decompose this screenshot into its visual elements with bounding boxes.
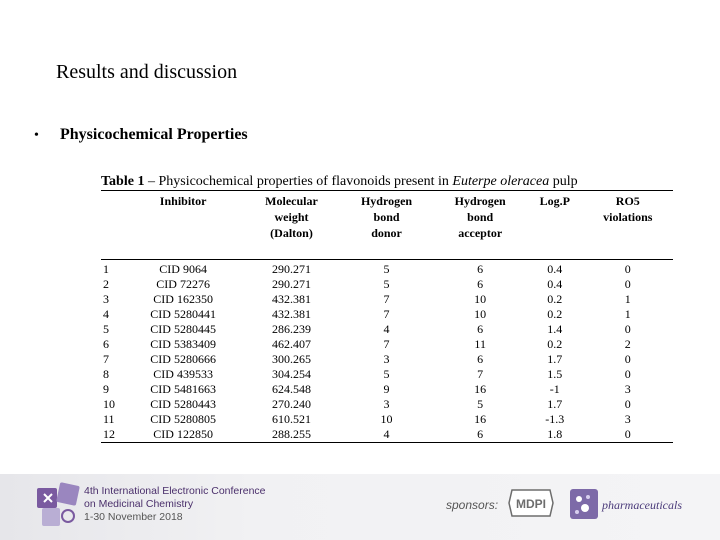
table-cell-ro5-violations: 1 — [624, 291, 631, 306]
properties-table-figure — [101, 174, 673, 443]
table-cell-index: 6 — [103, 336, 109, 351]
table-cell-molecular-weight: 290.271 — [272, 261, 311, 276]
table-cell-index: 11 — [103, 411, 115, 426]
table-cell-hbond-acceptor: 10 — [474, 306, 487, 321]
table-cell-molecular-weight: 286.239 — [272, 321, 311, 336]
pharmaceuticals-logo-text: pharmaceuticals — [602, 498, 682, 512]
table-row — [101, 307, 673, 322]
table-cell-hbond-donor: 7 — [383, 336, 390, 351]
table-cell-hbond-donor: 5 — [383, 261, 390, 276]
table-cell-hbond-donor: 9 — [383, 381, 390, 396]
conference-logo-icon — [36, 482, 80, 528]
table-cell-logp: 0.4 — [547, 276, 563, 291]
header-line: acceptor — [458, 226, 503, 240]
table-cell-ro5-violations: 0 — [624, 351, 631, 366]
table-row — [101, 412, 673, 427]
table-row — [101, 292, 673, 307]
table-cell-molecular-weight: 624.548 — [272, 381, 311, 396]
table-cell-ro5-violations: 0 — [624, 261, 631, 276]
header-line: Inhibitor — [159, 194, 207, 208]
table-cell-hbond-acceptor: 6 — [477, 321, 484, 336]
header-line: weight — [274, 210, 309, 224]
table-row — [101, 337, 673, 352]
table-cell-hbond-donor: 4 — [383, 321, 390, 336]
header-line: bond — [373, 210, 400, 224]
table-caption-text: – Physicochemical properties of flavonoids present in — [144, 174, 453, 189]
table-cell-index: 3 — [103, 291, 109, 306]
table-cell-molecular-weight: 270.240 — [272, 396, 311, 411]
table-cell-inhibitor: CID 5280445 — [150, 321, 216, 336]
header-line: (Dalton) — [270, 226, 313, 240]
table-cell-index: 7 — [103, 351, 109, 366]
bullet-text: Physicochemical Properties — [60, 126, 248, 143]
table-cell-logp: 1.7 — [547, 351, 563, 366]
header-line: Hydrogen — [454, 194, 506, 208]
table-cell-hbond-acceptor: 16 — [474, 381, 487, 396]
table-cell-index: 2 — [103, 276, 109, 291]
table-cell-hbond-acceptor: 6 — [433, 427, 527, 443]
conference-line-2: on Medicinal Chemistry — [84, 498, 194, 510]
table-cell-inhibitor: CID 5280805 — [150, 411, 216, 426]
table-cell-ro5-violations: 0 — [624, 366, 631, 381]
table-cell-hbond-donor: 4 — [340, 427, 434, 443]
table-header-molecular-weight — [243, 191, 339, 259]
table-cell-hbond-acceptor: 10 — [474, 291, 487, 306]
table-caption-label: Table 1 — [101, 174, 145, 189]
table-cell-hbond-acceptor: 5 — [477, 396, 484, 411]
table-cell-ro5-violations: 3 — [624, 411, 631, 426]
table-body — [101, 259, 673, 442]
sponsors-label: sponsors: — [446, 498, 499, 512]
table-row — [101, 259, 673, 277]
table-cell-index: 10 — [103, 396, 115, 411]
table-cell-inhibitor: CID 162350 — [153, 291, 213, 306]
table-cell-hbond-donor: 5 — [383, 366, 390, 381]
table-cell-inhibitor: CID 5280666 — [150, 351, 216, 366]
table-header-ro5-violations — [583, 191, 673, 259]
table-cell-molecular-weight: 432.381 — [272, 306, 311, 321]
table-cell-logp: 1.7 — [547, 396, 563, 411]
table-cell-index: 5 — [103, 321, 109, 336]
table-cell-ro5-violations: 2 — [624, 336, 631, 351]
table-row — [101, 352, 673, 367]
table-cell-inhibitor: CID 5383409 — [150, 336, 216, 351]
table-cell-hbond-acceptor: 16 — [474, 411, 487, 426]
bullet-icon: • — [34, 128, 39, 143]
table-cell-hbond-donor: 7 — [383, 291, 390, 306]
table-cell-logp: -1 — [549, 381, 560, 396]
header-line: RO5 — [615, 194, 640, 208]
table-cell-index: 12 — [101, 427, 123, 443]
table-cell-logp: 1.8 — [527, 427, 583, 443]
table-cell-hbond-donor: 7 — [383, 306, 390, 321]
table-cell-hbond-acceptor: 6 — [477, 351, 484, 366]
table-cell-inhibitor: CID 122850 — [123, 427, 243, 443]
table-cell-inhibitor: CID 5280443 — [150, 396, 216, 411]
table-caption-tail: pulp — [549, 174, 578, 189]
table-header — [101, 191, 673, 259]
table-cell-index: 4 — [103, 306, 109, 321]
table-row — [101, 382, 673, 397]
table-row — [101, 397, 673, 412]
table-cell-hbond-acceptor: 6 — [477, 261, 484, 276]
table-cell-molecular-weight: 462.407 — [272, 336, 311, 351]
table-cell-molecular-weight: 610.521 — [272, 411, 311, 426]
conference-footer — [0, 474, 720, 540]
table-cell-logp: 0.2 — [547, 291, 563, 306]
physicochemical-table — [101, 191, 673, 443]
header-line: bond — [467, 210, 494, 224]
mdpi-logo-text: MDPI — [516, 497, 546, 511]
table-caption — [101, 174, 673, 190]
header-line: Hydrogen — [360, 194, 413, 208]
table-cell-hbond-donor: 5 — [383, 276, 390, 291]
table-cell-ro5-violations: 3 — [624, 381, 631, 396]
table-cell-hbond-donor: 3 — [383, 351, 390, 366]
header-line: Molecular — [265, 194, 318, 208]
table-cell-ro5-violations: 0 — [583, 427, 673, 443]
table-cell-index: 1 — [103, 261, 109, 276]
table-cell-hbond-acceptor: 11 — [474, 336, 486, 351]
table-cell-logp: 1.4 — [547, 321, 563, 336]
table-caption-species: Euterpe oleracea — [452, 174, 550, 189]
conference-title — [84, 485, 266, 524]
table-cell-molecular-weight: 300.265 — [272, 351, 311, 366]
table-cell-molecular-weight: 290.271 — [272, 276, 311, 291]
table-row — [101, 322, 673, 337]
header-line: violations — [603, 210, 653, 224]
table-header-index — [101, 191, 123, 259]
table-cell-logp: 0.2 — [547, 306, 563, 321]
table-cell-hbond-acceptor: 7 — [477, 366, 484, 381]
table-row — [101, 427, 673, 443]
table-cell-inhibitor: CID 439533 — [153, 366, 213, 381]
table-cell-molecular-weight: 304.254 — [272, 366, 311, 381]
table-cell-logp: 1.5 — [547, 366, 563, 381]
table-cell-ro5-violations: 0 — [624, 276, 631, 291]
table-header-row — [101, 191, 673, 259]
table-cell-hbond-acceptor: 6 — [477, 276, 484, 291]
table-cell-logp: 0.4 — [547, 261, 563, 276]
conference-line-1: 4th International Electronic Conference — [84, 485, 266, 497]
table-cell-inhibitor: CID 5481663 — [150, 381, 216, 396]
bullet-item — [34, 126, 248, 144]
header-line: Log.P — [539, 194, 570, 208]
table-cell-logp: -1.3 — [545, 411, 565, 426]
slide-title: Results and discussion — [56, 61, 238, 83]
header-line: donor — [371, 226, 402, 240]
mdpi-logo — [508, 488, 554, 518]
table-cell-inhibitor: CID 5280441 — [150, 306, 216, 321]
table-cell-index: 9 — [103, 381, 109, 396]
table-header-inhibitor — [123, 191, 243, 259]
table-cell-inhibitor: CID 9064 — [159, 261, 207, 276]
table-cell-molecular-weight: 288.255 — [243, 427, 339, 443]
table-cell-index: 8 — [103, 366, 109, 381]
table-cell-hbond-donor: 10 — [380, 411, 393, 426]
table-cell-ro5-violations: 0 — [624, 396, 631, 411]
table-cell-hbond-donor: 3 — [383, 396, 390, 411]
table-cell-molecular-weight: 432.381 — [272, 291, 311, 306]
table-cell-logp: 0.2 — [547, 336, 563, 351]
table-cell-ro5-violations: 1 — [624, 306, 631, 321]
table-cell-inhibitor: CID 72276 — [156, 276, 210, 291]
conference-dates: 1-30 November 2018 — [84, 511, 183, 523]
table-header-hbond-acceptor — [433, 191, 527, 259]
table-header-hbond-donor — [340, 191, 434, 259]
table-row — [101, 277, 673, 292]
pharmaceuticals-logo-icon — [569, 488, 599, 520]
table-header-logp — [527, 191, 583, 259]
table-cell-ro5-violations: 0 — [624, 321, 631, 336]
table-row — [101, 367, 673, 382]
